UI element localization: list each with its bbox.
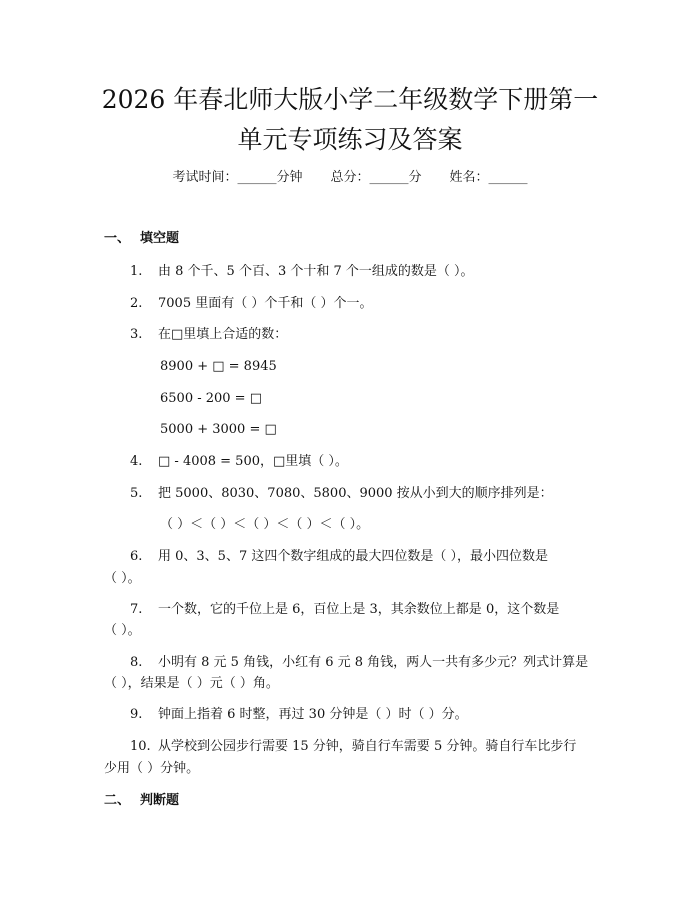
- q3-equation-3: 5000 + 3000 = □: [160, 422, 277, 437]
- section-heading-judge: [104, 792, 179, 810]
- question-6-cont: （ ）。: [104, 571, 141, 586]
- question-8-cont: （ ），结果是（ ）元（ ）角。: [104, 676, 279, 691]
- section-title: 判断题: [140, 793, 180, 808]
- question-text: 小明有 8 元 5 角钱，小红有 6 元 8 角钱，两人一共有多少元？列式计算是: [158, 655, 589, 670]
- q3-equation-2: 6500 - 200 = □: [160, 391, 262, 406]
- question-7: 7. 一个数，它的千位上是 6，百位上是 3，其余数位上都是 0，这个数是: [130, 602, 560, 617]
- question-10-cont: 少用（ ）分钟。: [104, 761, 200, 776]
- section-number: 二、: [104, 793, 131, 808]
- question-4: 4. □ - 4008 = 500，□里填（ ）。: [130, 454, 348, 469]
- question-1: 1. 由 8 个千、5 个百、3 个十和 7 个一组成的数是（ ）。: [130, 264, 474, 279]
- question-text: 在□里填上合适的数：: [158, 327, 288, 342]
- question-10: 10. 从学校到公园步行需要 15 分钟，骑自行车需要 5 分钟。骑自行车比步行: [130, 739, 577, 754]
- exam-info: [0, 169, 700, 187]
- question-8: 8. 小明有 8 元 5 角钱，小红有 6 元 8 角钱，两人一共有多少元？列式计算是: [130, 655, 589, 670]
- section-title: 填空题: [140, 231, 180, 246]
- question-text: 7005 里面有（ ）个千和（ ）个一。: [158, 296, 373, 311]
- exam-name: 姓名：______: [449, 170, 528, 185]
- question-text: 从学校到公园步行需要 15 分钟，骑自行车需要 5 分钟。骑自行车比步行: [158, 739, 577, 754]
- document-title: [60, 80, 640, 160]
- exam-score: 总分：______分: [330, 170, 422, 185]
- title-line-1: 2026 年春北师大版小学二年级数学下册第一: [101, 85, 599, 114]
- question-text: 用 0、3、5、7 这四个数字组成的最大四位数是（ ），最小四位数是: [158, 549, 548, 564]
- q3-equation-1: 8900 + □ = 8945: [160, 359, 277, 374]
- question-text: □ - 4008 = 500，□里填（ ）。: [158, 454, 348, 469]
- question-text: 一个数，它的千位上是 6，百位上是 3，其余数位上都是 0，这个数是: [158, 602, 560, 617]
- question-7-cont: （ ）。: [104, 623, 141, 638]
- exam-time: 考试时间：______分钟: [172, 170, 303, 185]
- title-line-2: 单元专项练习及答案: [237, 125, 463, 154]
- section-number: 一、: [104, 231, 131, 246]
- question-text: 把 5000、8030、7080、5800、9000 按从小到大的顺序排列是：: [158, 486, 553, 501]
- question-3: 3. 在□里填上合适的数：: [130, 327, 288, 342]
- question-5: 5. 把 5000、8030、7080、5800、9000 按从小到大的顺序排列是：: [130, 486, 553, 501]
- question-6: 6. 用 0、3、5、7 这四个数字组成的最大四位数是（ ），最小四位数是: [130, 549, 548, 564]
- question-2: 2. 7005 里面有（ ）个千和（ ）个一。: [130, 296, 373, 311]
- question-text: 由 8 个千、5 个百、3 个十和 7 个一组成的数是（ ）。: [158, 264, 474, 279]
- question-text: 钟面上指着 6 时整，再过 30 分钟是（ ）时（ ）分。: [158, 707, 468, 722]
- question-9: 9. 钟面上指着 6 时整，再过 30 分钟是（ ）时（ ）分。: [130, 707, 468, 722]
- section-heading-fill: [104, 230, 179, 248]
- q5-order-blanks: （ ）＜（ ）＜（ ）＜（ ）＜（ ）。: [160, 517, 370, 532]
